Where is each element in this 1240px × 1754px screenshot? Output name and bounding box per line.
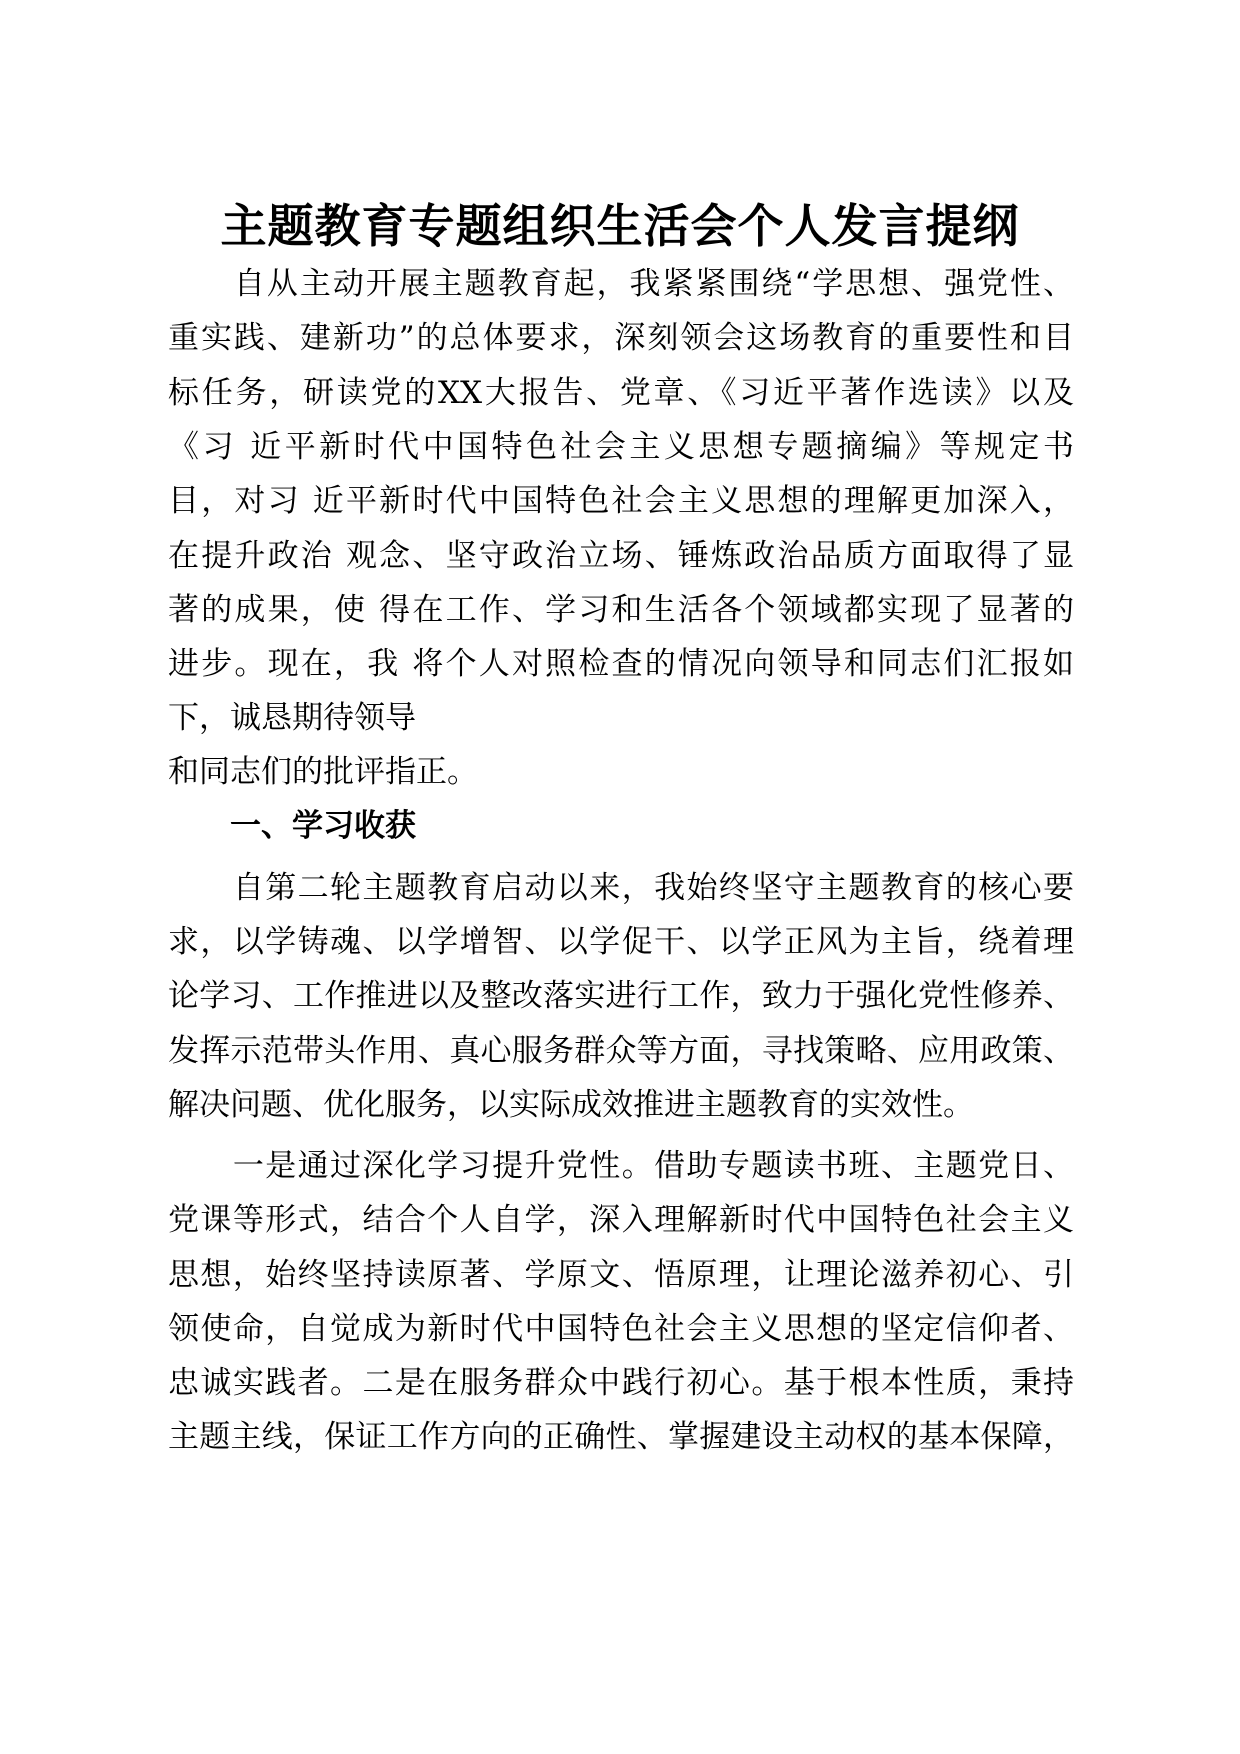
body-line: 一是通过深化学习提升党性。借助专题读书班、主题党日、	[168, 1148, 1074, 1184]
intro-line: 《习 近平新时代中国特色社会主义思想专题摘编》等规定书	[168, 429, 1074, 465]
body-line: 发挥示范带头作用、真心服务群众等方面，寻找策略、应用政策、	[168, 1033, 1074, 1069]
body-line: 论学习、工作推进以及整改落实进行工作，致力于强化党性修养、	[168, 978, 1074, 1014]
intro-line: 和同志们的批评指正。	[168, 754, 478, 790]
body-line: 自第二轮主题教育启动以来，我始终坚守主题教育的核心要	[168, 870, 1074, 906]
body-line: 忠诚实践者。二是在服务群众中践行初心。基于根本性质，秉持	[168, 1365, 1074, 1401]
body-line: 党课等形式，结合个人自学，深入理解新时代中国特色社会主义	[168, 1202, 1074, 1238]
intro-line: 重实践、建新功”的总体要求，深刻领会这场教育的重要性和目	[168, 320, 1074, 356]
body-line: 求，以学铸魂、以学增智、以学促干、以学正风为主旨，绕着理	[168, 924, 1074, 960]
intro-line: 目，对习 近平新时代中国特色社会主义思想的理解更加深入，	[168, 483, 1074, 519]
intro-line: 下，诚恳期待领导	[168, 700, 416, 736]
body-line: 解决问题、优化服务，以实际成效推进主题教育的实效性。	[168, 1087, 974, 1123]
intro-line: 著的成果，使 得在工作、学习和生活各个领域都实现了显著的	[168, 592, 1074, 628]
body-line: 主题主线，保证工作方向的正确性、掌握建设主动权的基本保障，	[168, 1419, 1074, 1455]
intro-line: 自从主动开展主题教育起，我紧紧围绕“学思想、强党性、	[168, 266, 1074, 302]
body-line: 思想，始终坚持读原著、学原文、悟原理，让理论滋养初心、引	[168, 1257, 1074, 1293]
intro-line: 标任务，研读党的XX大报告、党章、《习近平著作选读》以及	[168, 375, 1074, 411]
body-line: 领使命，自觉成为新时代中国特色社会主义思想的坚定信仰者、	[168, 1311, 1074, 1347]
intro-line: 在提升政治 观念、坚守政治立场、锤炼政治品质方面取得了显	[168, 538, 1074, 574]
section-heading: 一、学习收获	[230, 808, 416, 844]
document-title: 主题教育专题组织生活会个人发言提纲	[220, 199, 1020, 253]
intro-line: 进步。现在，我 将个人对照检查的情况向领导和同志们汇报如	[168, 646, 1074, 682]
